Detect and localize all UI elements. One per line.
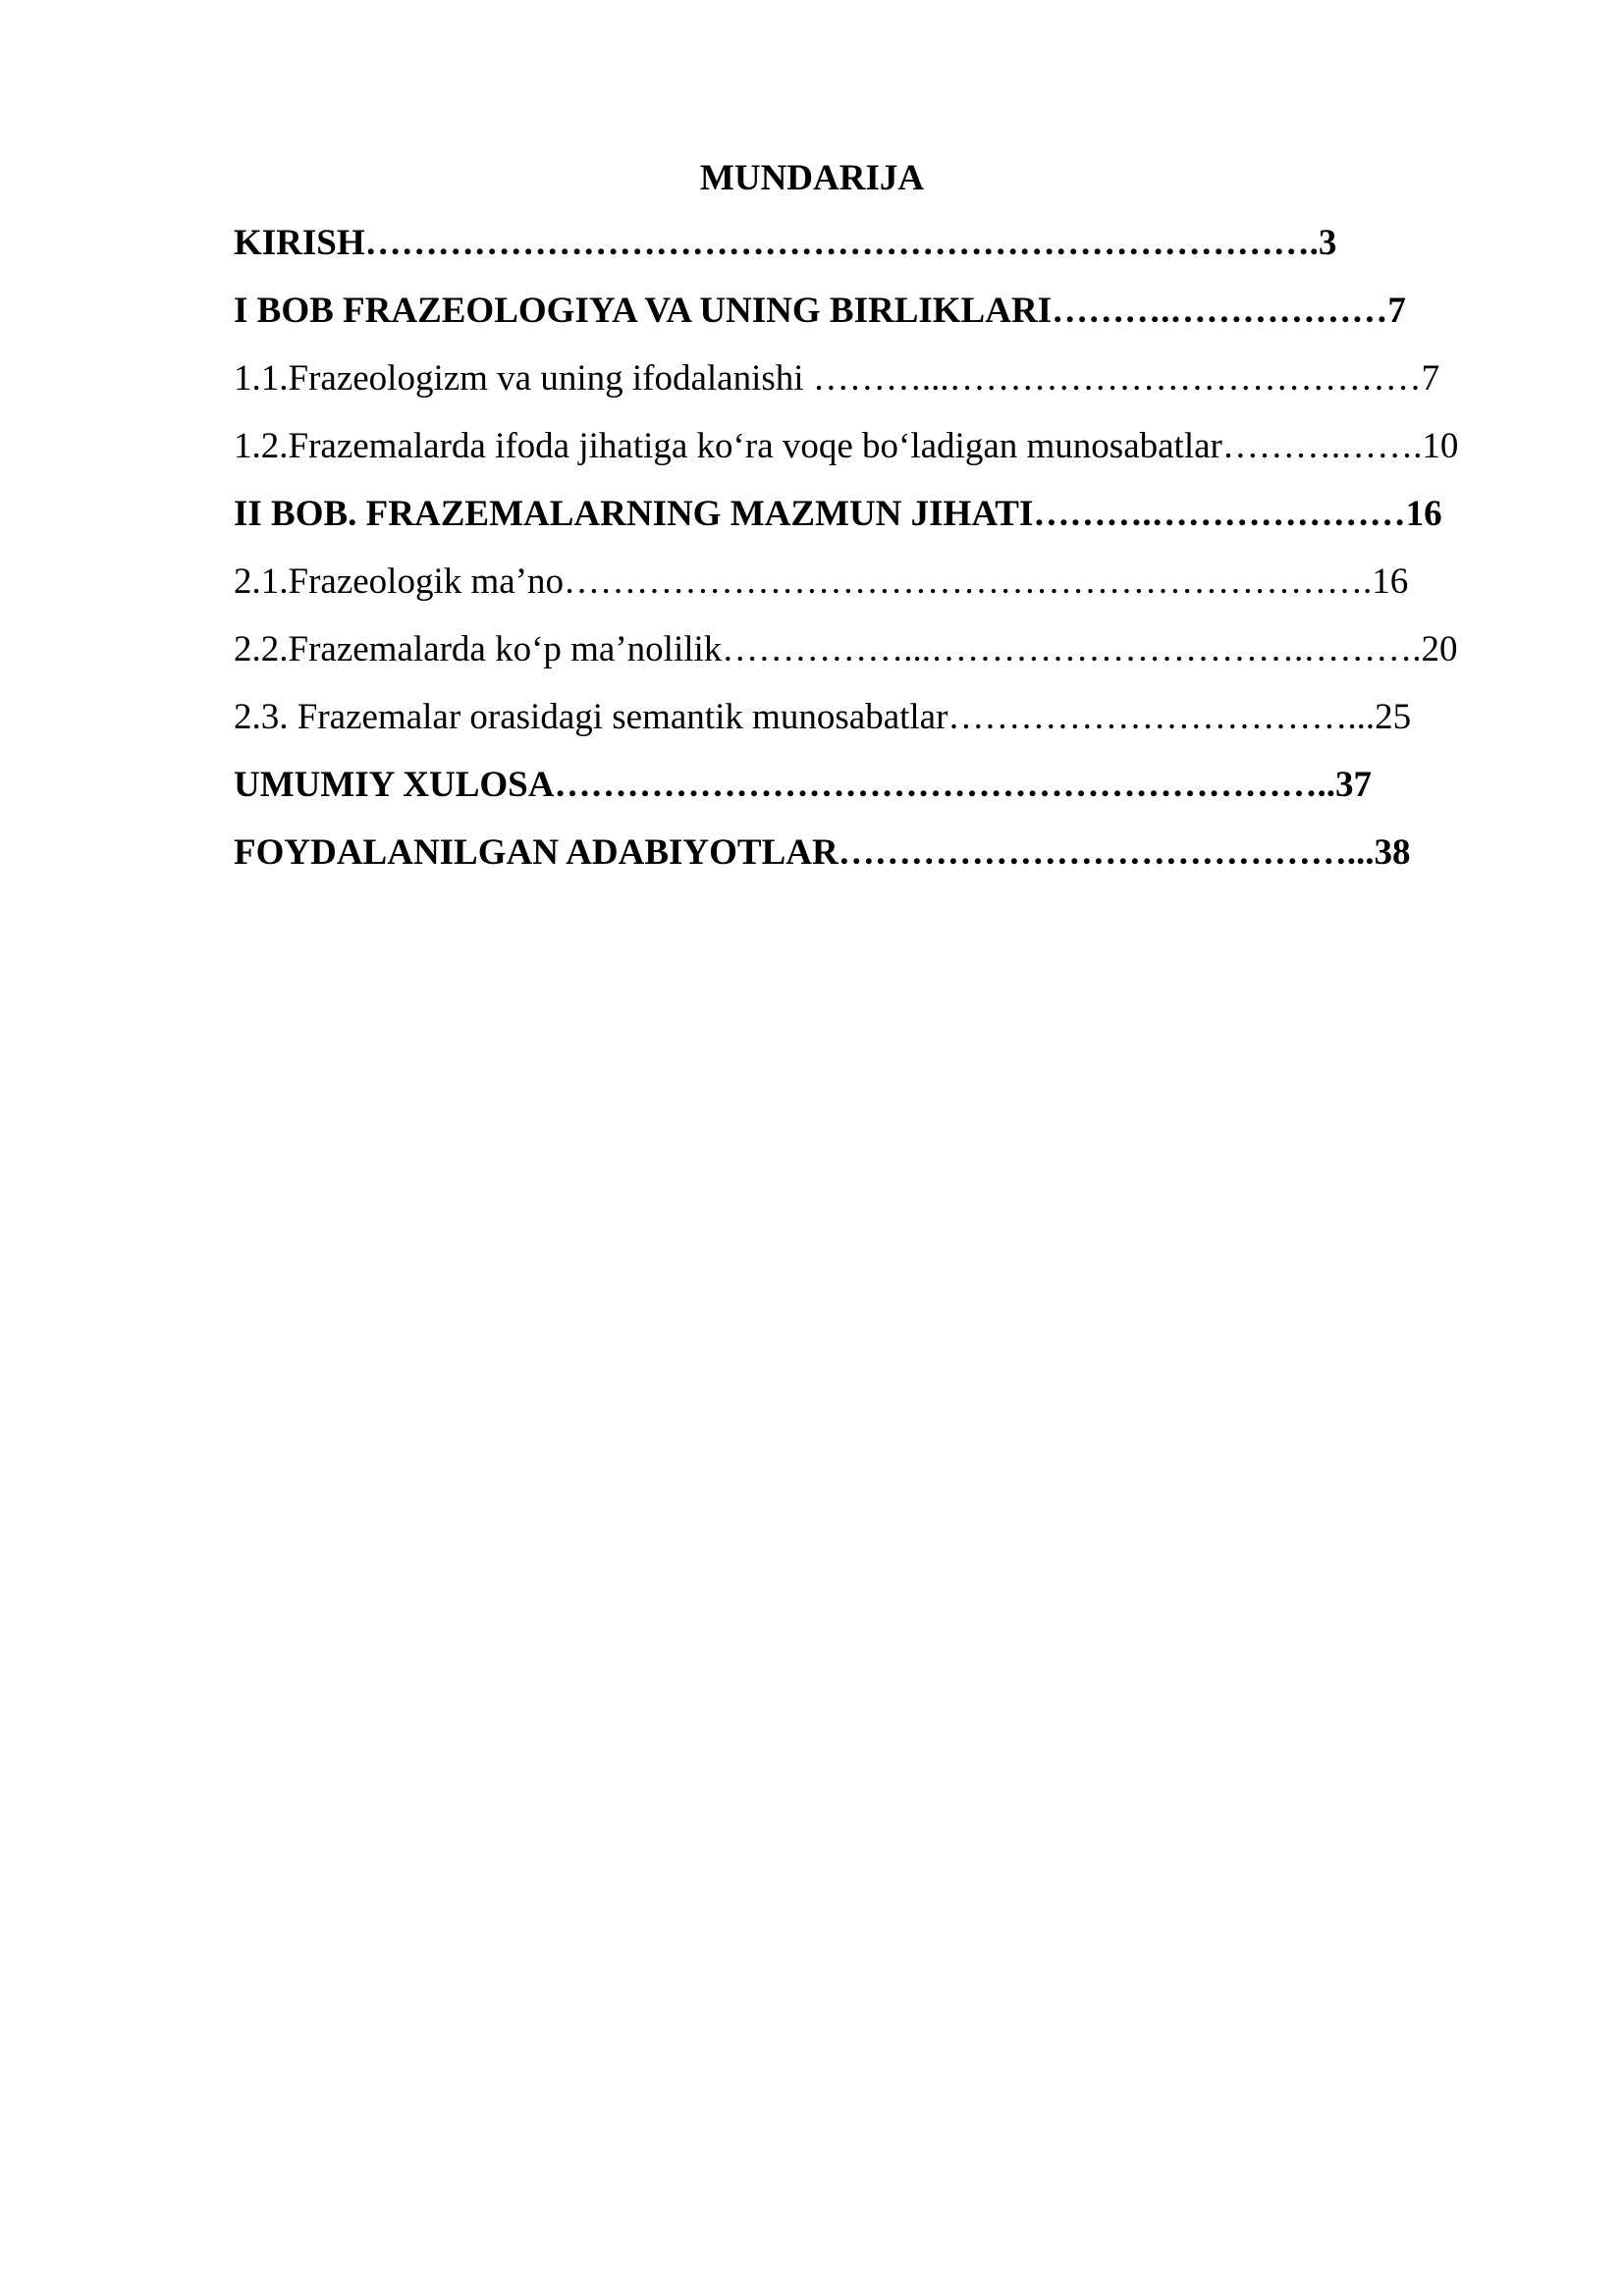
- toc-entry-chapter-2: II BOB. FRAZEMALARNING MAZMUN JIHATI……….…………………16: [234, 494, 1442, 534]
- toc-entry-section-2-2: 2.2.Frazemalarda ko‘p ma’nolilik……………...………………………….……….20: [234, 629, 1458, 669]
- toc-entry-chapter-1: I BOB FRAZEOLOGIYA VA UNING BIRLIKLARI……….………………7: [234, 291, 1406, 331]
- toc-entry-references: FOYDALANILGAN ADABIYOTLAR……………………………………...38: [234, 832, 1411, 873]
- toc-title: MUNDARIJA: [699, 158, 925, 198]
- toc-entry-kirish: KIRISH…………………………………………………………………….3: [234, 223, 1337, 263]
- toc-list: [234, 216, 1515, 893]
- toc-entry-section-2-1: 2.1.Frazeologik ma’no………………………………………………………….16: [234, 561, 1409, 602]
- toc-entry-section-1-2: 1.2.Frazemalarda ifoda jihatiga ko‘ra voqe bo‘ladigan munosabatlar……….…….10: [234, 426, 1459, 466]
- toc-entry-section-2-3: 2.3. Frazemalar orasidagi semantik munosabatlar……………………………...25: [234, 697, 1412, 737]
- toc-entry-section-1-1: 1.1.Frazeologizm va uning ifodalanishi ………...…………………………………7: [234, 358, 1440, 399]
- toc-entry-conclusion: UMUMIY XULOSA………………………………………………………..37: [234, 765, 1372, 805]
